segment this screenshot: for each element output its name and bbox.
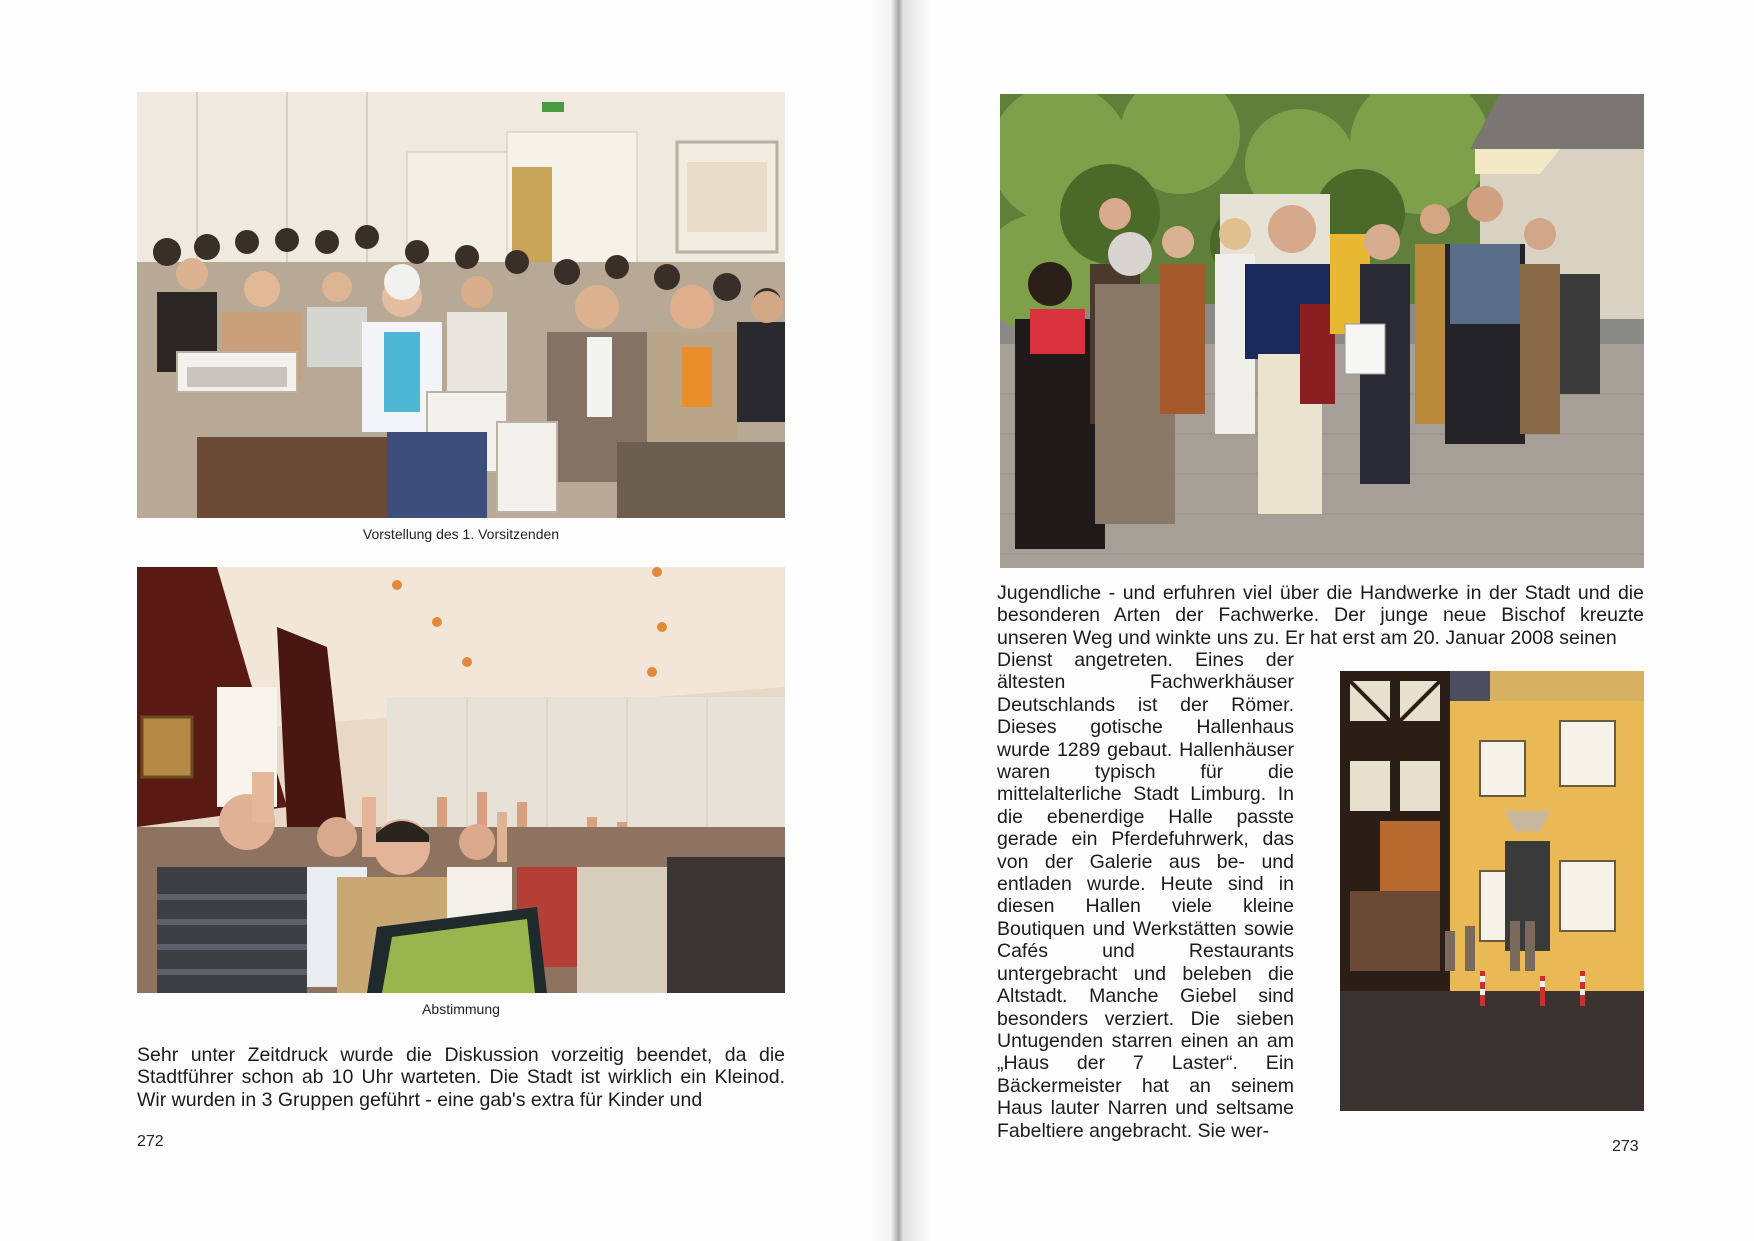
page-number-right: 273 bbox=[1612, 1138, 1639, 1155]
photo-meeting-audience bbox=[137, 92, 785, 518]
photo-voting bbox=[137, 567, 785, 993]
right-body-text-column: Dienst angetreten. Eines der ältesten Fachwerkhäuser Deutschlands ist der Römer. Dieses gotische Hallenhaus wurde 1289 gebaut. Hallenhäuser waren typisch für die mittelalterliche Stadt Limburg. In die ebenerdige Halle passte gerade ein Pferdefuhrwerk, das von der Galerie aus be- und entladen wurde. Heute sind in diesen Hallen viele kleine Boutiquen und Werkstätten sowie Cafés und Restaurants untergebracht und beleben die Altstadt. Manche Giebel sind besonders verziert. Die sieben Untugenden starren einen an am „Haus der 7 Laster“. Ein Bäckermeister hat an seinem Haus lauter Narren und seltsame Fabeltiere angebracht. Sie wer- bbox=[997, 649, 1294, 1142]
book-gutter bbox=[870, 0, 930, 1241]
photo1-caption: Vorstellung des 1. Vorsitzenden bbox=[362, 526, 560, 542]
page-number-left: 272 bbox=[137, 1133, 164, 1150]
right-page bbox=[897, 0, 1754, 1241]
photo-half-timbered-houses bbox=[1340, 671, 1644, 1111]
left-body-text: Sehr unter Zeitdruck wurde die Diskussion vorzeitig beendet, da die Stadtführer schon ab 10 Uhr warteten. Die Stadt ist wirklich ein Kleinod. Wir wurden in 3 Gruppen geführt - eine gab's extra für Kinder und bbox=[137, 1044, 785, 1111]
photo2-caption: Abstimmung bbox=[422, 1001, 500, 1017]
right-body-text-top: Jugendliche - und erfuhren viel über die Handwerke in der Stadt und die besonderen Arten der Fachwerke. Der junge neue Bischof kreuzte unseren Weg und winkte uns zu. Er hat erst am 20. Januar 2008 seinen bbox=[997, 582, 1644, 649]
photo-walking-tour bbox=[1000, 94, 1644, 568]
